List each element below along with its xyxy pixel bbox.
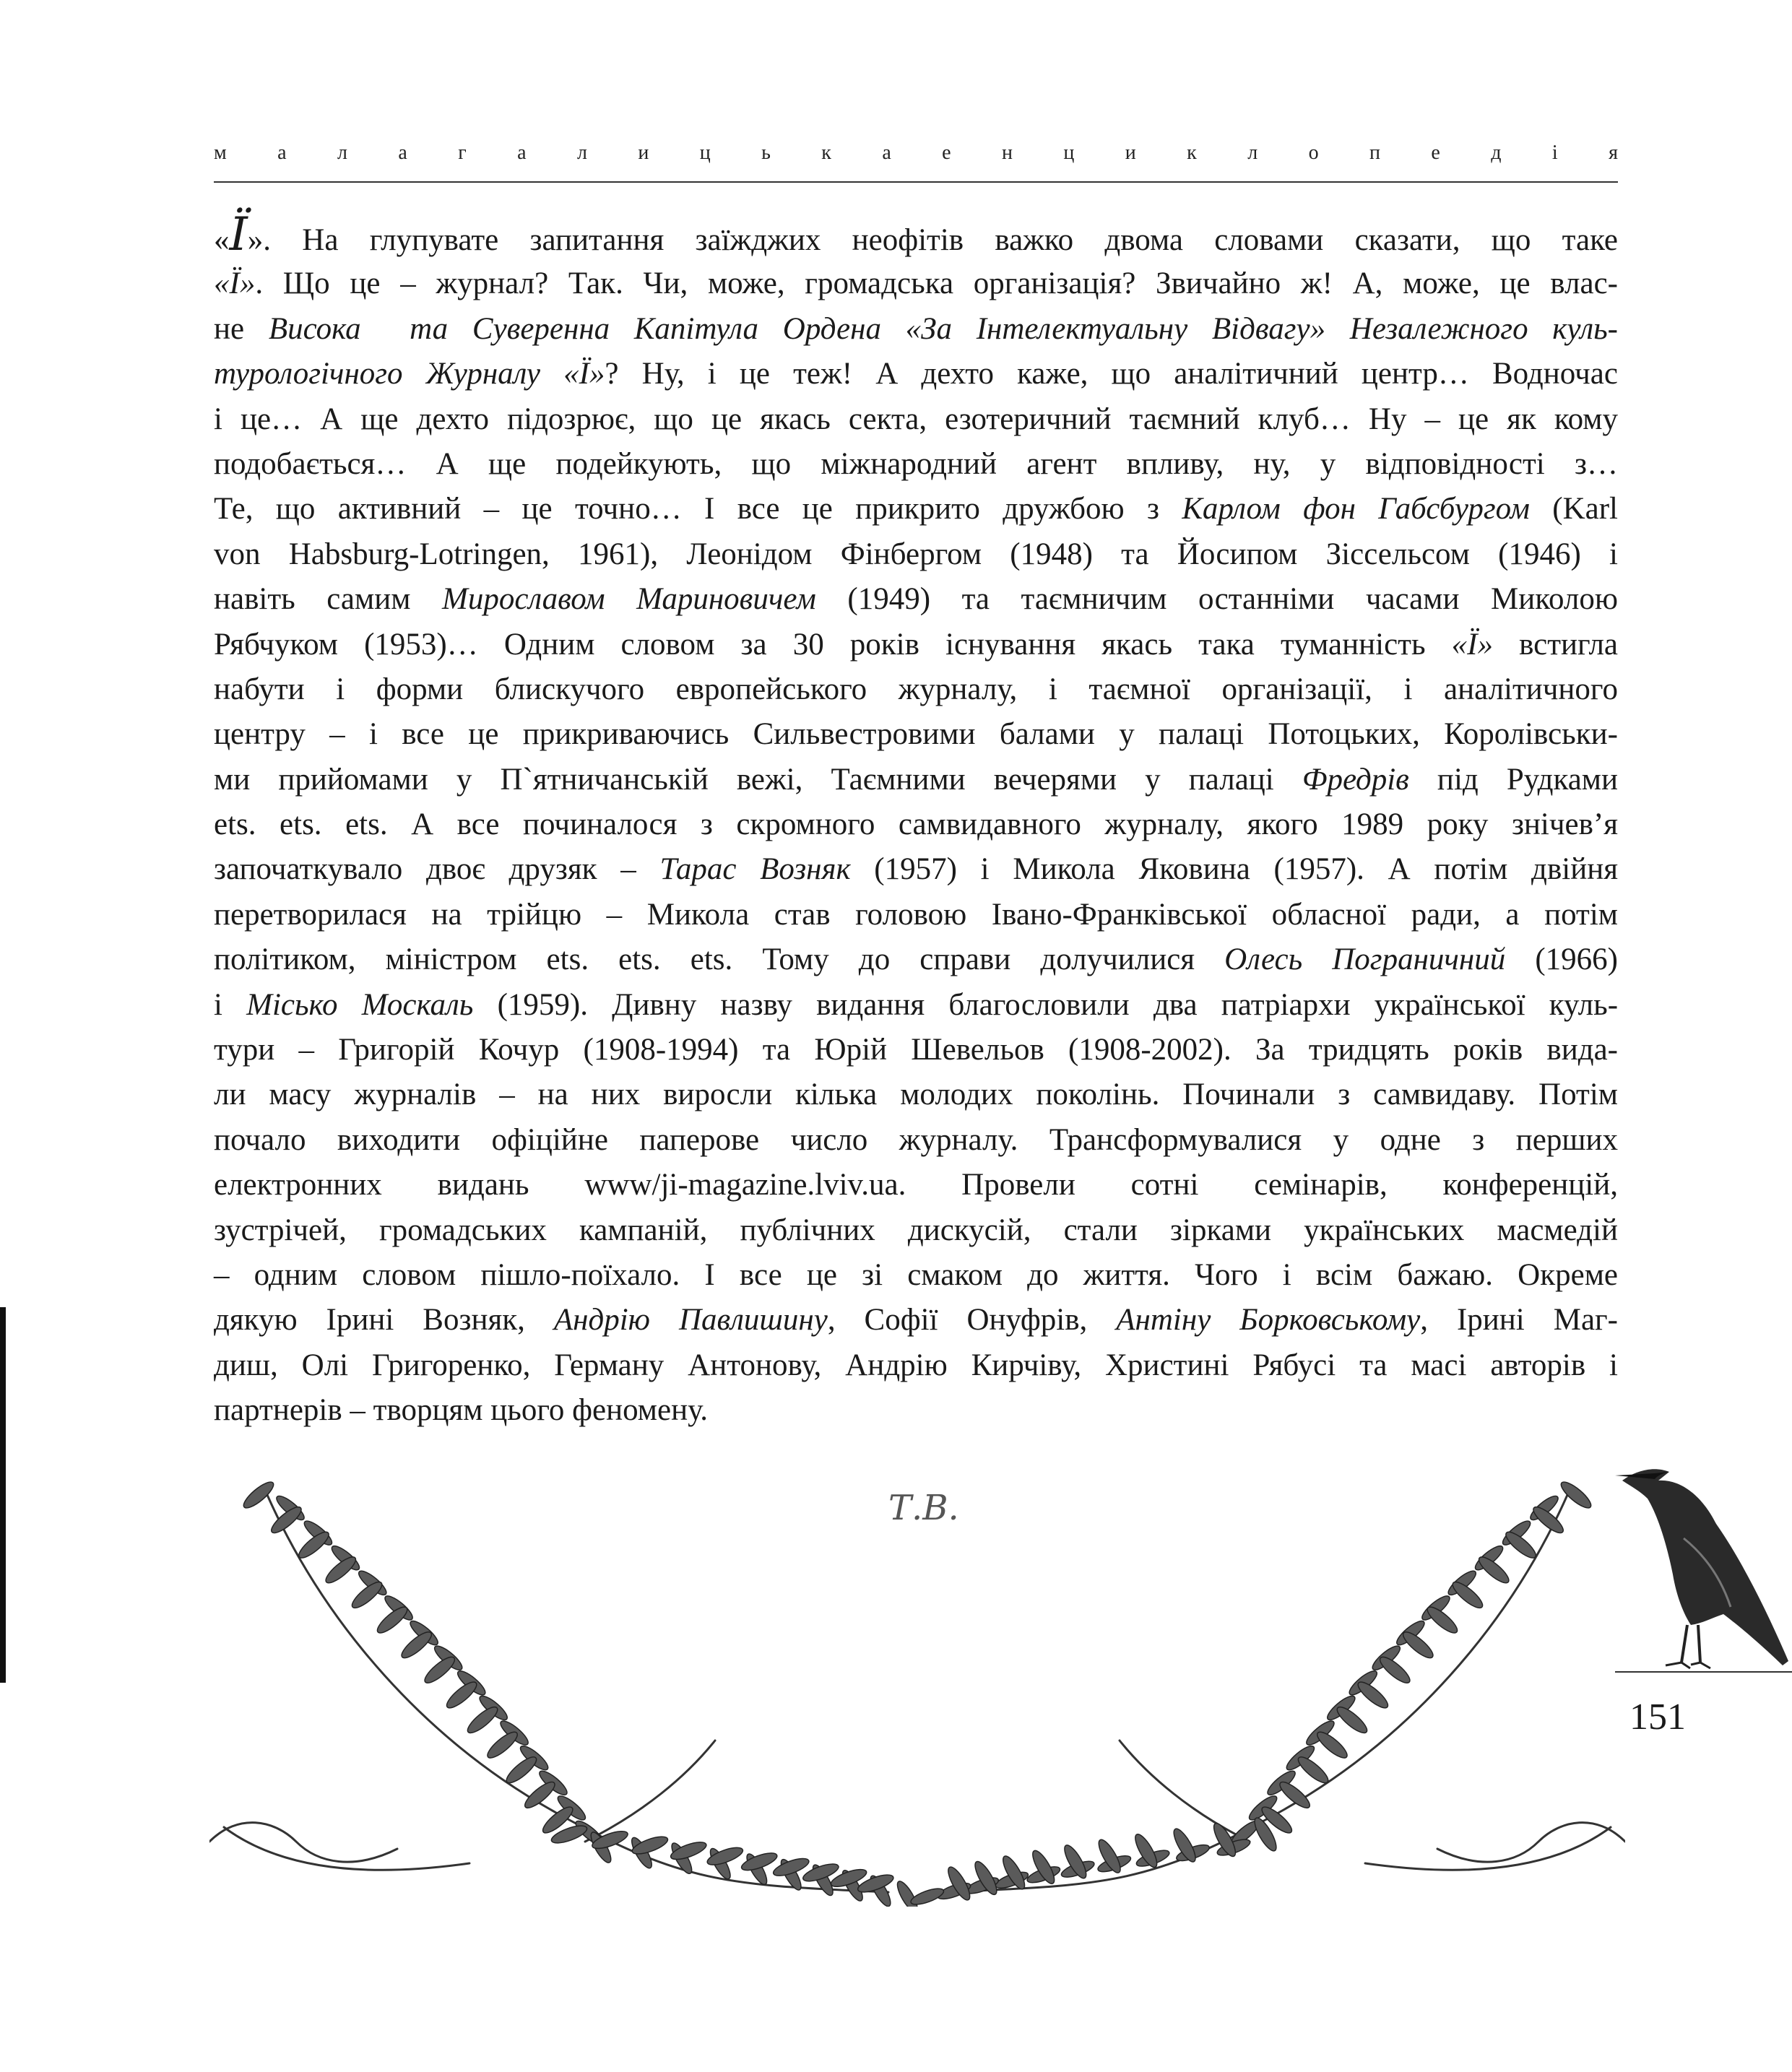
text-line [214,667,1618,712]
text-line [214,1253,1618,1298]
laurel-leaf [443,1678,480,1712]
running-head-letter: п [1369,142,1380,164]
italic-text: Місько Москаль [246,987,474,1022]
text-line [214,577,1618,622]
running-head-letter: а [882,142,891,164]
text-line [214,802,1618,847]
text-line [214,983,1618,1028]
text-run: започаткувало двоє друзяк – [214,852,660,887]
text-line [214,758,1618,802]
text-line [214,712,1618,757]
laurel-leaf [241,1478,277,1512]
laurel-leaf [1355,1678,1392,1712]
text-run: (1966) [1505,942,1618,977]
running-head-letter: а [277,142,287,164]
running-head-letter: л [1247,142,1258,164]
text-run: Рябчуком (1953)… Одним словом за 30 років існування якась така туманність [214,627,1452,662]
laurel-leaf [1558,1478,1595,1512]
laurel-leaf [1314,1728,1351,1761]
author-signature: Т.В. [888,1488,959,1528]
text-run: і [214,987,247,1022]
running-head-letter: к [1187,142,1197,164]
running-head-letter: к [821,142,831,164]
text-run: почало виходити офіційне паперове число журналу. Трансформувалися у одне з перших [214,1122,1618,1157]
text-run: . Що це – журнал? Так. Чи, може, громадська організація? Звичайно ж! А, може, це влас- [255,266,1618,301]
italic-text: Висока та Суверенна Капітула Ордена «За Інтелектуальну Відвагу» Незалежного куль- [268,311,1618,346]
text-run: центру – і все це прикриваючись Сильвестровими балами у палаці Потоцьких, Королівськи- [214,717,1618,752]
italic-text: Андрію Павлишину [553,1303,828,1338]
laurel-leaf [1377,1653,1414,1686]
italic-text: турологічного Журналу «Ї» [214,357,605,391]
running-head [214,142,1618,165]
running-head-letter: ь [761,142,771,164]
text-line [214,1028,1618,1072]
article-body [214,208,1619,1434]
italic-text: Фредрів [1302,762,1409,797]
text-run: , Софії Онуфрів, [827,1303,1117,1338]
page-edge-strip [0,1307,6,1683]
text-run: (1949) та таємничим останніми часами Миколою [815,582,1618,617]
text-line [214,1163,1618,1208]
laurel-leaf [421,1653,458,1686]
italic-text: Олесь Пограничний [1224,942,1506,977]
text-run: і це… А ще дехто підозрює, що це якась секта, езотеричний таємний клуб… Ну – це як кому [214,402,1618,436]
text-line [214,623,1618,667]
text-run: не [214,311,269,346]
laurel-leaf [484,1728,521,1761]
laurel-leaf [464,1703,501,1736]
text-run: (1959). Дивну назву видання благословили два патріархи української куль- [473,987,1619,1022]
text-run: електронних видань www/ji-magazine.lviv.ua. Провели сотні семінарів, конференцій, [214,1168,1618,1202]
text-line [214,532,1618,577]
laurel-leaf [631,1833,670,1857]
header-rule [214,181,1618,183]
text-run: ми прийомами у П`ятничанській вежі, Таємними вечерями у палаці [214,762,1302,797]
running-head-letter: ц [1063,142,1075,164]
italic-text: «Ї» [214,266,256,301]
text-run: ? Ну, і це теж! А дехто каже, що аналітичний центр… Водночас [605,357,1618,391]
text-run: під Рудками [1408,762,1619,797]
running-head-letter: г [458,142,467,164]
text-line [214,1343,1618,1388]
text-run: набути і форми блискучого европейського журналу, і таємної організації, і аналітичного [214,672,1618,706]
text-run: von Habsburg-Lotringen, 1961), Леонідом Фінбергом (1948) та Йосипом Зіссельсом (1946) і [214,537,1618,571]
text-line [214,487,1618,532]
laurel-leaf [909,1886,945,1907]
text-line [214,847,1618,892]
text-run: « [214,223,230,257]
crow-icon [1615,1452,1792,1690]
laurel-leaf [503,1754,540,1787]
running-head-letter: а [398,142,407,164]
text-line [214,1208,1618,1253]
text-run: – одним словом пішло-поїхало. І все це зі смаком до життя. Чого і всім бажаю. Окреме [214,1257,1618,1292]
text-line [214,442,1618,487]
text-line [214,1118,1618,1163]
text-line [214,352,1618,396]
page-number: 151 [1629,1696,1686,1738]
text-run: Те, що активний – це точно… І все це прикрито дружбою з [214,492,1182,526]
text-run: ли масу журналів – на них виросли кілька молодих поколінь. Починали з самвидаву. Потім [214,1078,1618,1112]
text-line [214,1388,1618,1433]
running-head-letter: м [214,142,227,164]
running-head-letter: и [1125,142,1136,164]
text-run: (Karl [1529,492,1618,526]
text-line [214,937,1618,982]
italic-text: Карлом фон Габсбургом [1182,492,1530,526]
text-run: перетворилася на трійцю – Микола став головою Івано-Франківської обласної ради, а потім [214,897,1618,932]
running-head-letter: і [1551,142,1558,164]
text-line [214,208,1618,261]
italic-text: Антіну Борковському [1116,1303,1421,1338]
text-line [214,893,1618,937]
drop-initial: Ї [229,208,248,261]
running-head-letter: н [1002,142,1013,164]
running-head-letter: я [1609,142,1618,164]
text-run: навіть самим [214,582,442,617]
text-line [214,397,1618,442]
text-run: диш, Олі Григоренко, Герману Антонову, Андрію Кирчіву, Христині Рябусі та масі авторів і [214,1348,1618,1382]
running-head-letter: л [337,142,347,164]
running-head-letter: д [1491,142,1502,164]
text-run: подобається… А ще подейкують, що міжнародний агент впливу, ну, у відповідності з… [214,446,1618,481]
text-run: політиком, міністром ets. ets. ets. Тому до справи долучилися [214,942,1225,977]
italic-text: Мирославом Мариновичем [442,582,816,617]
text-line [214,261,1618,306]
running-head-letter: а [517,142,527,164]
running-head-letter: е [942,142,951,164]
text-run: ets. ets. ets. А все починалося з скромного самвидавного журналу, якого 1989 року знічев’я [214,807,1618,842]
text-run: , Ірині Маг- [1420,1303,1618,1338]
laurel-leaf [1334,1703,1371,1736]
text-run: дякую Ірині Возняк, [214,1303,554,1338]
italic-text: Тарас Возняк [659,852,851,887]
laurel-leaf [1295,1754,1332,1787]
text-line [214,1298,1618,1343]
running-head-letter: е [1431,142,1440,164]
running-head-letter: л [576,142,587,164]
text-run: зустрічей, громадських кампаній, публічних дискусій, стали зірками українських масмедій [214,1213,1618,1247]
text-run: тури – Григорій Кочур (1908-1994) та Юрій Шевельов (1908-2002). За тридцять років вида- [214,1033,1618,1067]
running-head-letter: и [638,142,649,164]
running-head-letter: ц [699,142,711,164]
italic-text: «Ї» [1451,627,1493,662]
text-line [214,1072,1618,1117]
text-run: партнерів – творцям цього феномену. [214,1393,709,1428]
text-run: встигла [1492,627,1619,662]
text-run: ». На глупувате запитання заїжджих неофітів важко двома словами сказати, що таке [247,223,1618,257]
text-line [214,307,1618,352]
text-run: (1957) і Микола Яковина (1957). А потім двійня [850,852,1618,887]
running-head-letter: о [1308,142,1319,164]
